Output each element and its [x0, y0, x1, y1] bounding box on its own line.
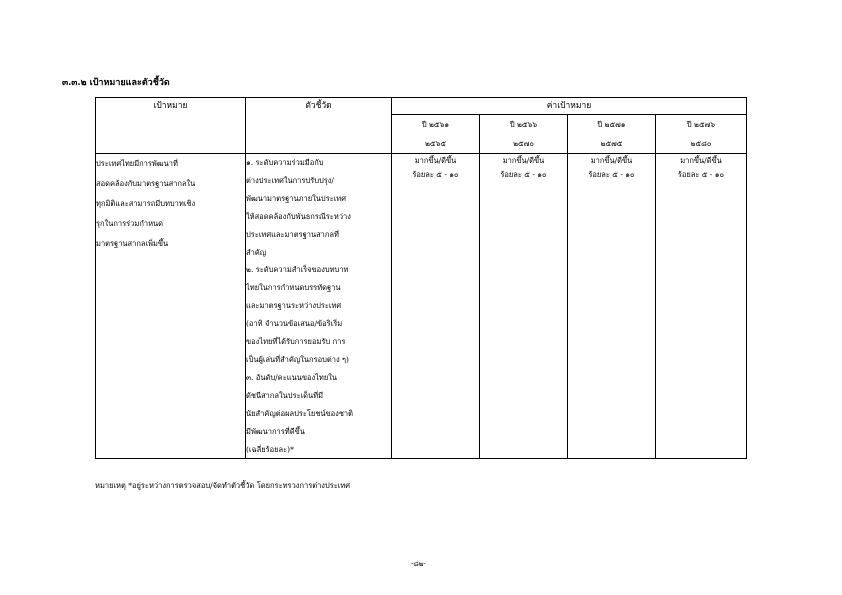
target-range: ร้อยละ ๕ - ๑๐ [412, 170, 459, 179]
indicator-line: ของไทยที่ได้รับการยอมรับ การ [246, 337, 346, 347]
year-end: ๒๕๖๕ [424, 139, 447, 148]
indicator-line: ไทยในการกำหนดบรรทัดฐาน [246, 283, 341, 293]
indicator-line: ประเทศและมาตรฐานสากลที่ [246, 229, 339, 239]
target-direction: มากขึ้น/ดีขึ้น [680, 156, 722, 165]
table-row [96, 154, 747, 459]
indicator-line: (อาทิ จำนวนข้อเสนอ/ข้อริเริ่ม [246, 319, 343, 329]
year-header [480, 115, 568, 154]
indicator-line: สำคัญ [246, 247, 267, 257]
indicator-line: ดัชนีสากลในประเด็นที่มี [246, 390, 324, 400]
indicator-line: มีพัฒนาการที่ดีขึ้น [246, 426, 305, 436]
target-range: ร้อยละ ๕ - ๑๐ [500, 170, 547, 179]
target-range: ร้อยละ ๕ - ๑๐ [588, 170, 635, 179]
indicator-line: ๓. อันดับ/คะแนนของไทยใน [246, 372, 338, 382]
indicator-cell [246, 154, 392, 459]
indicator-column-header: ตัวชี้วัด [246, 98, 392, 154]
target-range: ร้อยละ ๕ - ๑๐ [677, 170, 725, 179]
goal-line: ประเทศไทยมีการพัฒนาที่ [96, 159, 178, 168]
indicator-line: ๑. ระดับความร่วมมือกับ [246, 158, 324, 167]
target-direction: มากขึ้น/ดีขึ้น [414, 156, 457, 165]
indicator-line: (เฉลี่ยร้อยละ)* [246, 444, 294, 454]
year-header [568, 115, 656, 154]
indicator-line: พัฒนามาตรฐานภายในประเทศ [246, 193, 347, 203]
goal-line: สอดคล้องกับมาตรฐานสากลใน [96, 179, 196, 188]
year-start: ปี ๒๕๗๑ [597, 120, 626, 129]
year-end: ๒๕๗๕ [600, 139, 623, 148]
indicator-line: ๒. ระดับความสำเร็จของบทบาท [246, 265, 349, 275]
target-cell [392, 154, 480, 459]
year-start: ปี ๒๕๗๖ [686, 120, 716, 129]
indicator-line: เป็นผู้เล่นที่สำคัญในกรอบต่าง ๆ) [246, 354, 349, 364]
footnote: หมายเหตุ *อยู่ระหว่างการตรวจสอบ/จัดทำตัวชี้วัด โดยกระทรวงการต่างประเทศ [95, 481, 351, 490]
indicator-line: นัยสำคัญต่อผลประโยชน์ของชาติ [246, 408, 354, 418]
goal-line: รุกในการร่วมกำหนด [96, 219, 164, 228]
indicator-line: และมาตรฐานระหว่างประเทศ [246, 301, 342, 311]
indicator-line: ต่างประเทศในการปรับปรุง/ [246, 175, 334, 185]
year-start: ปี ๒๕๖๖ [509, 120, 538, 129]
goal-line: ทุกมิติและสามารถมีบทบาทเชิง [96, 199, 196, 208]
target-cell [656, 154, 747, 459]
goal-cell [96, 154, 246, 459]
target-values-header: ค่าเป้าหมาย [392, 98, 747, 115]
year-header [656, 115, 747, 154]
target-direction: มากขึ้น/ดีขึ้น [502, 156, 545, 165]
table-header-row [96, 98, 747, 115]
year-end: ๒๕๗๐ [513, 139, 534, 148]
target-cell [480, 154, 568, 459]
goal-column-header: เป้าหมาย [96, 98, 246, 154]
year-start: ปี ๒๕๖๑ [421, 120, 450, 129]
target-cell [568, 154, 656, 459]
year-header [392, 115, 480, 154]
year-end: ๒๕๘๐ [690, 139, 712, 148]
goal-line: มาตรฐานสากลเพิ่มขึ้น [96, 239, 169, 248]
section-heading: ๓.๓.๒ เป้าหมายและตัวชี้วัด [62, 78, 170, 88]
page-number: -๘๒- [411, 560, 426, 568]
indicator-line: ให้สอดคล้องกับพันธกรณีระหว่าง [246, 211, 351, 221]
target-direction: มากขึ้น/ดีขึ้น [590, 156, 633, 165]
goals-indicators-table [95, 97, 747, 459]
